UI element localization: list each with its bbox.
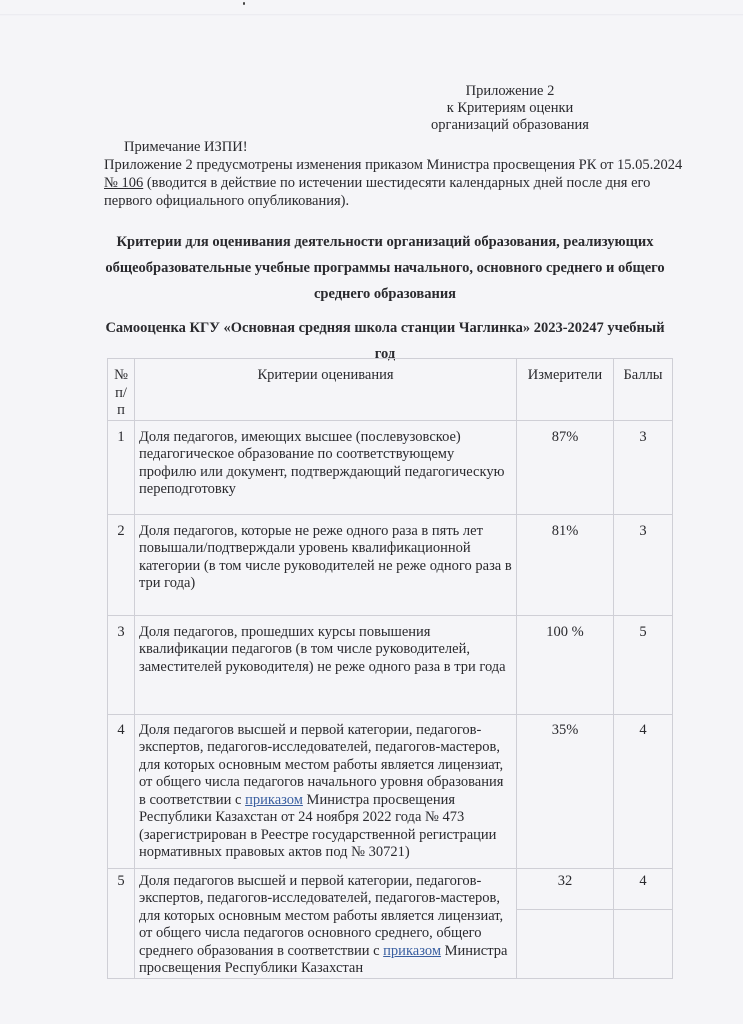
table-row <box>108 615 673 714</box>
row-num: 2 <box>108 514 135 615</box>
criteria-text: Доля педагогов высшей и первой категории, педагогов-экспертов, педагогов-исследователей, педагогов-мастеров, для которых основным местом работы является лицензиат, от общего числа педагогов основного среднего, общего среднего образования в соответствии с <box>139 872 504 959</box>
row-score: 4 <box>614 868 673 909</box>
note-text-1: Приложение 2 предусмотрены изменения приказом Министра просвещения РК от 15.05.2024 <box>104 157 683 173</box>
table-header-row <box>108 359 673 421</box>
row-num: 5 <box>108 868 135 978</box>
criteria-text: Министра просвещения Республики Казахстан от 24 ноября 2022 года № 473 (зарегистрирован в Реестре государственной регистрации нормативных правовых актов под № 30721) <box>139 791 497 860</box>
document-title: Критерии для оценивания деятельности организаций образования, реализующих общеобразовательные учебные программы начального, основного среднего и общего среднего образования <box>105 234 665 302</box>
table-row <box>108 868 673 909</box>
row-criteria: Доля педагогов, прошедших курсы повышения квалификации педагогов (в том числе руководителей, заместителей руководителя) не реже одного раза в три года <box>135 615 517 714</box>
note-text-2: (вводится в действие по истечении шестидесяти календарных дней после дня его первого официального опубликования). <box>104 175 651 209</box>
order-link[interactable]: приказом <box>383 942 441 959</box>
header-score: Баллы <box>614 359 673 421</box>
header-num: № п/п <box>108 359 135 421</box>
row-measure: 32 <box>517 868 614 909</box>
header-measures: Измерители <box>517 359 614 421</box>
scan-speck <box>243 2 245 5</box>
row-criteria: Доля педагогов, которые не реже одного раза в пять лет повышали/подтверждали уровень квалификационной категории (в том числе руководителей не реже одного раза в три года) <box>135 514 517 615</box>
table-row <box>108 714 673 868</box>
row-measure: 35% <box>517 714 614 868</box>
criteria-text: Доля педагогов высшей и первой категории, педагогов-экспертов, педагогов-исследователей, педагогов-мастеров, для которых основным местом работы является лицензиат, от общего числа педагогов начального уровня образования в соответствии с <box>139 721 504 808</box>
empty-score-cell <box>614 909 673 978</box>
editor-note <box>104 138 684 210</box>
appendix-line-2: к Критериям оценки <box>446 100 574 116</box>
self-assessment-title: Самооценка КГУ «Основная средняя школа станции Чаглинка» 2023-20247 учебный год <box>105 320 665 362</box>
criteria-text: Министра просвещения Республики Казахстан <box>139 942 508 976</box>
header-criteria: Критерии оценивания <box>135 359 517 421</box>
note-body <box>104 156 684 210</box>
scan-edge <box>0 14 743 16</box>
empty-measure-cell <box>517 909 614 978</box>
row-measure: 87% <box>517 420 614 514</box>
row-criteria: Доля педагогов, имеющих высшее (послевузовское) педагогическое образование по соответствующему профилю или документ, подтверждающий педагогическую переподготовку <box>135 420 517 514</box>
row-measure: 100 % <box>517 615 614 714</box>
table-row <box>108 514 673 615</box>
row-num: 4 <box>108 714 135 868</box>
criteria-table <box>107 358 673 979</box>
row-measure: 81% <box>517 514 614 615</box>
row-score: 5 <box>614 615 673 714</box>
appendix-line-1: Приложение 2 <box>465 83 555 99</box>
row-score: 3 <box>614 514 673 615</box>
table-row <box>108 420 673 514</box>
appendix-line-3: организаций образования <box>431 117 589 133</box>
row-num: 1 <box>108 420 135 514</box>
order-link[interactable]: приказом <box>245 791 303 808</box>
row-num: 3 <box>108 615 135 714</box>
row-score: 4 <box>614 714 673 868</box>
row-criteria <box>135 714 517 868</box>
appendix-header <box>400 83 620 134</box>
order-number-link[interactable]: № 106 <box>104 175 144 191</box>
row-criteria <box>135 868 517 978</box>
row-score: 3 <box>614 420 673 514</box>
note-title: Примечание ИЗПИ! <box>124 139 248 155</box>
